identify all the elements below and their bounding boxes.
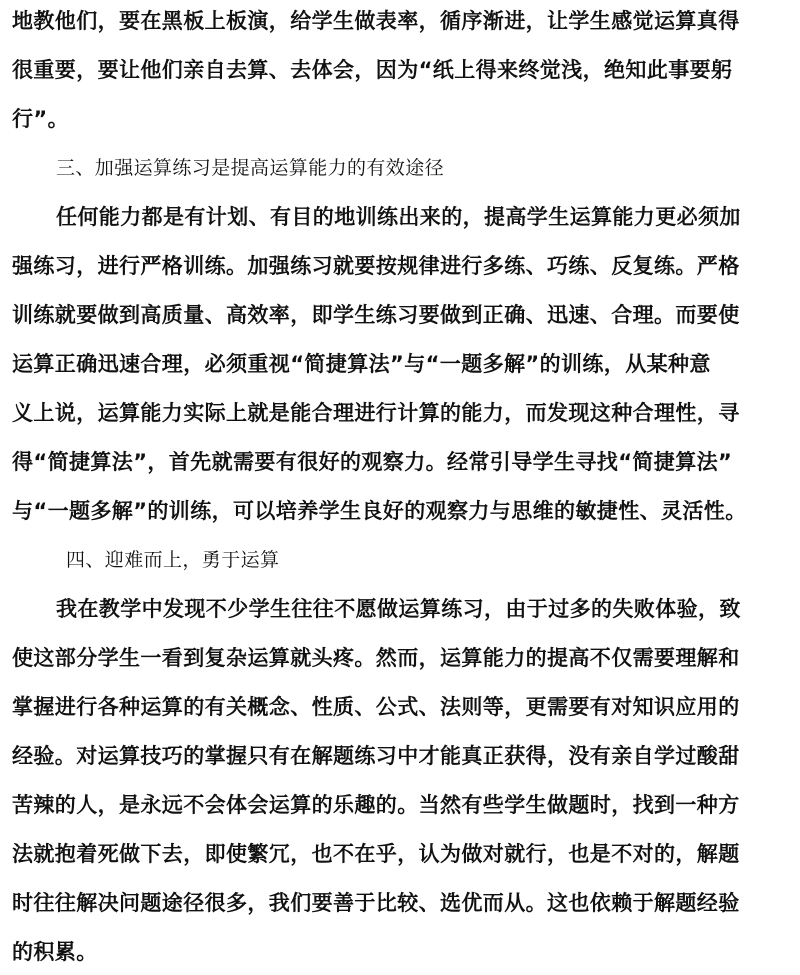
paragraph-line-19: 时往往解决问题途径很多，我们要善于比较、选优而从。这也依赖于解题经验 [12, 891, 740, 915]
paragraph-line-1: 地教他们，要在黑板上板演，给学生做表率，循序渐进，让学生感觉运算真得 [12, 9, 740, 33]
paragraph-line-13: 我在教学中发现不少学生往往不愿做运算练习，由于过多的失败体验，致 [56, 597, 741, 621]
paragraph-line-9: 义上说，运算能力实际上就是能合理进行计算的能力，而发现这种合理性，寻 [12, 401, 740, 425]
paragraph-line-16: 经验。对运算技巧的掌握只有在解题练习中才能真正获得，没有亲自学过酸甜 [12, 744, 740, 768]
paragraph-line-15: 掌握进行各种运算的有关概念、性质、公式、法则等，更需要有对知识应用的 [12, 695, 740, 719]
paragraph-line-18: 法就抱着死做下去，即使繁冗，也不在乎，认为做对就行，也是不对的，解题 [12, 842, 740, 866]
paragraph-line-2: 很重要，要让他们亲自去算、去体会，因为“纸上得来终觉浅，绝知此事要躬 [12, 58, 733, 82]
paragraph-line-11: 与“一题多解”的训练，可以培养学生良好的观察力与思维的敏捷性、灵活性。 [12, 499, 747, 523]
paragraph-line-5: 任何能力都是有计划、有目的地训练出来的，提高学生运算能力更必须加 [56, 205, 741, 229]
paragraph-line-10: 得“简捷算法”，首先就需要有很好的观察力。经常引导学生寻找“简捷算法” [12, 450, 733, 474]
paragraph-line-3: 行”。 [12, 107, 70, 131]
section-heading-3: 三、加强运算练习是提高运算能力的有效途径 [56, 157, 445, 179]
paragraph-line-20: 的积累。 [12, 940, 98, 964]
paragraph-line-7: 训练就要做到高质量、高效率，即学生练习要做到正确、迅速、合理。而要使 [12, 303, 740, 327]
paragraph-line-8: 运算正确迅速合理，必须重视“简捷算法”与“一题多解”的训练，从某种意 [12, 352, 711, 376]
paragraph-line-17: 苦辣的人，是永远不会体会运算的乐趣的。当然有些学生做题时，找到一种方 [12, 793, 740, 817]
paragraph-line-6: 强练习，进行严格训练。加强练习就要按规律进行多练、巧练、反复练。严格 [12, 254, 740, 278]
paragraph-line-14: 使这部分学生一看到复杂运算就头疼。然而，运算能力的提高不仅需要理解和 [12, 646, 740, 670]
section-heading-4: 四、迎难而上，勇于运算 [66, 549, 280, 571]
